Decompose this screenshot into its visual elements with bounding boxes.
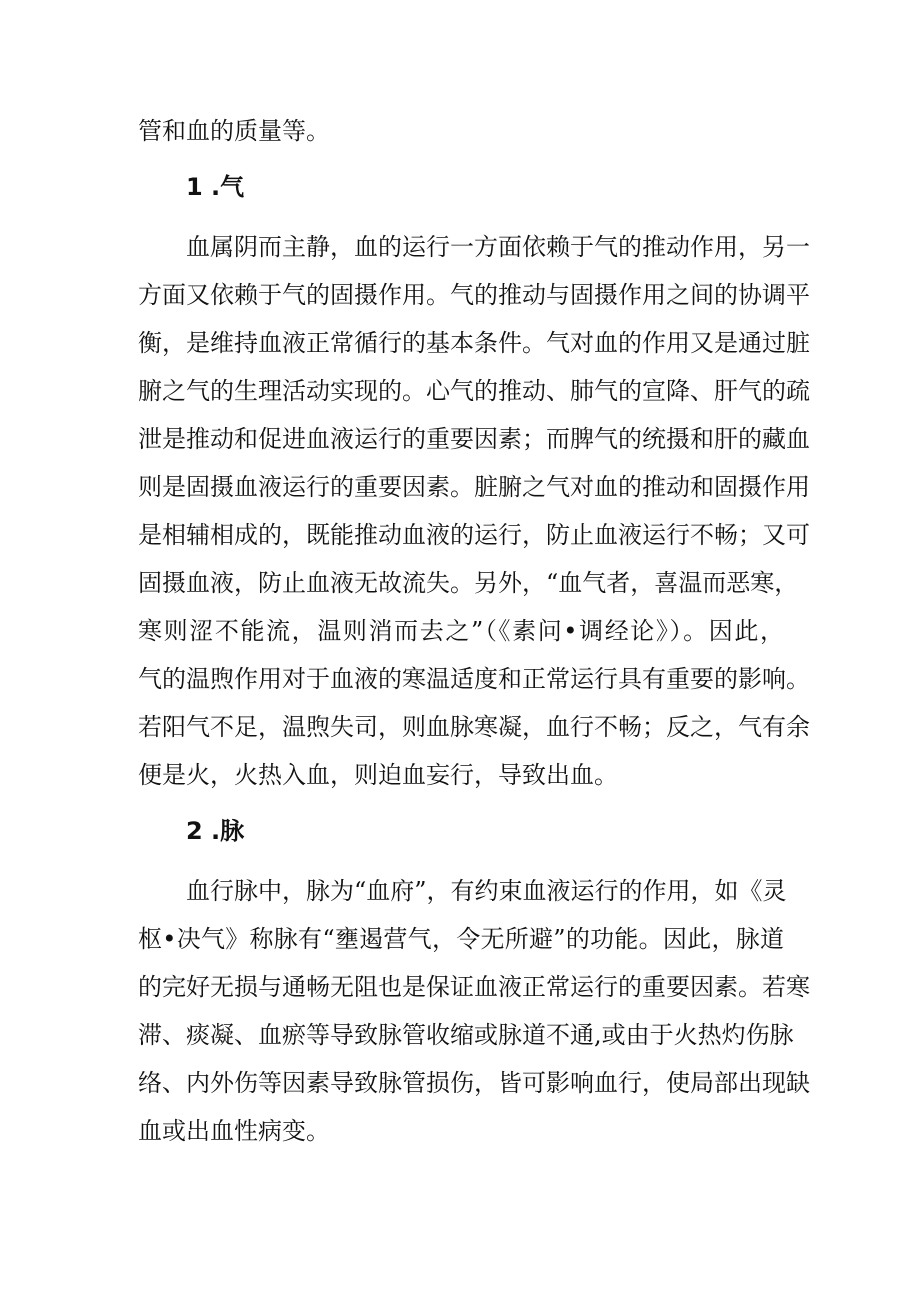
paragraph-line: 则是固摄血液运行的重要因素。脏腑之气对血的推动和固摄作用 bbox=[138, 473, 810, 501]
section-heading-qi: 1 .气 bbox=[186, 173, 245, 201]
paragraph-line: 枢•决气》称脉有“壅遏营气，令无所避”的功能。因此，脉道 bbox=[138, 925, 784, 953]
paragraph-line: 固摄血液，防止血液无故流失。另外，“血气者，喜温而恶寒， bbox=[138, 569, 799, 597]
paragraph-line: 血行脉中，脉为“血府”，有约束血液运行的作用，如《灵 bbox=[186, 877, 787, 905]
paragraph-line: 泄是推动和促进血液运行的重要因素；而脾气的统摄和肝的藏血 bbox=[138, 425, 810, 453]
paragraph-line: 的完好无损与通畅无阻也是保证血液正常运行的重要因素。若寒 bbox=[138, 973, 810, 1001]
paragraph-line: 络、内外伤等因素导致脉管损伤，皆可影响血行，使局部出现缺 bbox=[138, 1069, 810, 1097]
paragraph-line: 血属阴而主静，血的运行一方面依赖于气的推动作用，另一 bbox=[186, 233, 810, 261]
paragraph-line: 便是火，火热入血，则迫血妄行，导致出血。 bbox=[138, 761, 618, 789]
paragraph-line: 若阳气不足，温煦失司，则血脉寒凝，血行不畅；反之，气有余 bbox=[138, 713, 810, 741]
paragraph-line: 方面又依赖于气的固摄作用。气的推动与固摄作用之间的协调平 bbox=[138, 281, 810, 309]
paragraph-line: 腑之气的生理活动实现的。心气的推动、肺气的宣降、肝气的疏 bbox=[138, 377, 810, 405]
section-heading-mai: 2 .脉 bbox=[186, 817, 245, 845]
paragraph-line: 管和血的质量等。 bbox=[138, 117, 330, 145]
paragraph-line: 气的温煦作用对于血液的寒温适度和正常运行具有重要的影响。 bbox=[138, 665, 810, 693]
paragraph-line: 衡，是维持血液正常循行的基本条件。气对血的作用又是通过脏 bbox=[138, 329, 810, 357]
paragraph-line: 寒则涩不能流，温则消而去之”（《素问•调经论》）。因此， bbox=[138, 617, 784, 645]
paragraph-line: 血或出血性病变。 bbox=[138, 1117, 330, 1145]
paragraph-line: 滞、痰凝、血瘀等导致脉管收缩或脉道不通,或由于火热灼伤脉 bbox=[138, 1021, 794, 1049]
paragraph-line: 是相辅相成的，既能推动血液的运行，防止血液运行不畅；又可 bbox=[138, 521, 810, 549]
